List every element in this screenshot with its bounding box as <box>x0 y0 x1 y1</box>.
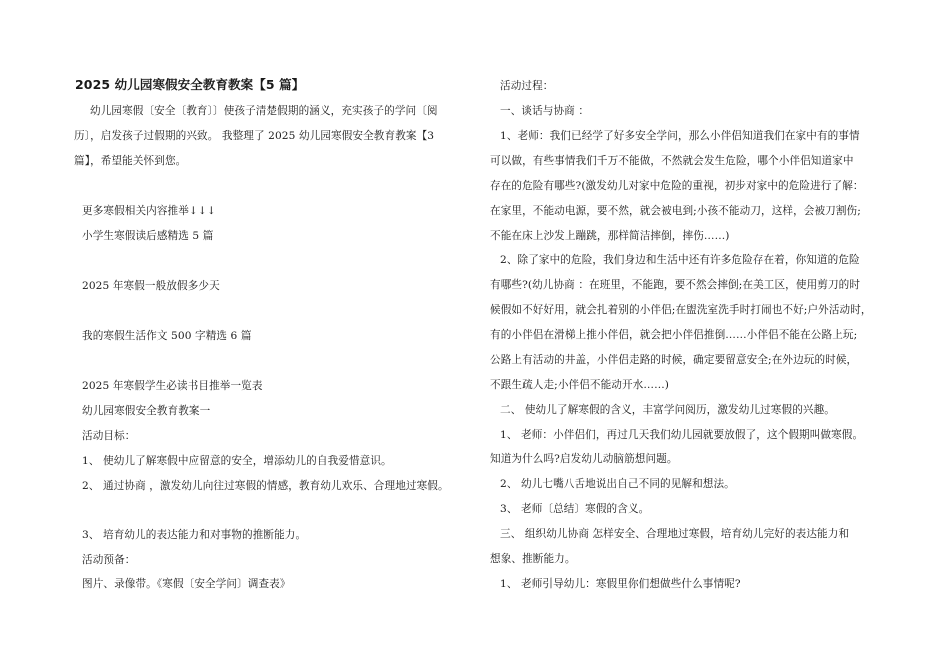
goal-item: 3、 培育幼儿的表达能力和对事物的推断能力。 <box>82 529 307 541</box>
prep-label: 活动预备： <box>82 554 136 566</box>
process-line: 活动过程： <box>500 80 554 92</box>
process-line: 不能在床上沙发上蹦跳，那样简洁摔倒，摔伤……) <box>490 230 730 242</box>
recommend-link[interactable]: 2025 年寒假一般放假多少天 <box>82 280 220 292</box>
process-line: 知道为什么吗?启发幼儿动脑筋想问题。 <box>490 453 678 465</box>
process-line: 一、谈话与协商 ： <box>500 105 590 117</box>
process-line: 1、 老师：小伴侣们，再过几天我们幼儿园就要放假了，这个假期叫做寒假。 <box>500 429 864 441</box>
prep-text: 图片、录像带。《寒假〔安全学问〕调查表》 <box>82 578 291 590</box>
process-line: 不跟生疏人走;小伴侣不能动开水……) <box>490 379 670 391</box>
process-line: 在家里，不能动电源，要不然，就会被电到;小孩不能动刀，这样，会被刀割伤; <box>490 205 861 217</box>
process-line: 三、 组织幼儿协商 怎样安全、合理地过寒假，培育幼儿完好的表达能力和 <box>500 528 850 540</box>
process-line: 1、 老师引导幼儿：寒假里你们想做些什么事情呢? <box>500 578 741 590</box>
intro-line: 历〕，启发孩子过假期的兴致。 我整理了 2025 幼儿园寒假安全教育教案【3 <box>74 130 435 142</box>
recommend-link[interactable]: 小学生寒假读后感精选 5 篇 <box>82 230 214 242</box>
process-line: 二、 使幼儿了解寒假的含义，丰富学问阅历，激发幼儿过寒假的兴趣。 <box>500 404 835 416</box>
process-line: 2、 幼儿七嘴八舌地说出自己不同的见解和想法。 <box>500 478 735 490</box>
intro-line: 幼儿园寒假〔安全〔教育〕〕使孩子清楚假期的涵义，充实孩子的学问〔阅 <box>90 105 438 117</box>
recommend-header: 更多寒假相关内容推举↓↓↓ <box>82 205 216 217</box>
plan-title: 幼儿园寒假安全教育教案一 <box>82 405 211 417</box>
process-line: 候假如不好好用，就会扎着别的小伴侣;在盥洗室洗手时打闹也不好;户外活动时， <box>490 304 872 316</box>
process-line: 有哪些?(幼儿协商 ：在班里，不能跑，要不然会摔倒;在美工区，使用剪刀的时 <box>490 279 861 291</box>
process-line: 公路上有活动的井盖，小伴侣走路的时候，确定要留意安全;在外边玩的时候， <box>490 354 858 366</box>
goal-item: 1、 使幼儿了解寒假中应留意的安全，增添幼儿的自我爱惜意识。 <box>82 455 392 467</box>
document-title: 2025 幼儿园寒假安全教育教案【5 篇】 <box>75 77 305 92</box>
process-line: 想象、推断能力。 <box>490 553 576 565</box>
recommend-link[interactable]: 2025 年寒假学生必读书目推举一览表 <box>82 380 263 392</box>
goal-item: 2、 通过协商 ，激发幼儿向往过寒假的情感，教育幼儿欢乐、合理地过寒假。 <box>82 480 449 492</box>
intro-line: 篇】，希望能关怀到您。 <box>74 155 187 167</box>
process-line: 1、老师：我们已经学了好多安全学问，那么小伴侣知道我们在家中有的事情 <box>500 130 860 142</box>
process-line: 2、除了家中的危险，我们身边和生活中还有许多危险存在着，你知道的危险 <box>500 254 860 266</box>
process-line: 存在的危险有哪些?(激发幼儿对家中危险的重视，初步对家中的危险进行了解： <box>490 180 864 192</box>
goal-label: 活动目标： <box>82 430 136 442</box>
process-line: 有的小伴侣在滑梯上推小伴侣，就会把小伴侣推倒……小伴侣不能在公路上玩; <box>490 329 858 341</box>
process-line: 3、 老师〔总结〕寒假的含义。 <box>500 503 650 515</box>
process-line: 可以做，有些事情我们千万不能做，不然就会发生危险，哪个小伴侣知道家中 <box>490 155 854 167</box>
recommend-link[interactable]: 我的寒假生活作文 500 字精选 6 篇 <box>82 330 252 342</box>
